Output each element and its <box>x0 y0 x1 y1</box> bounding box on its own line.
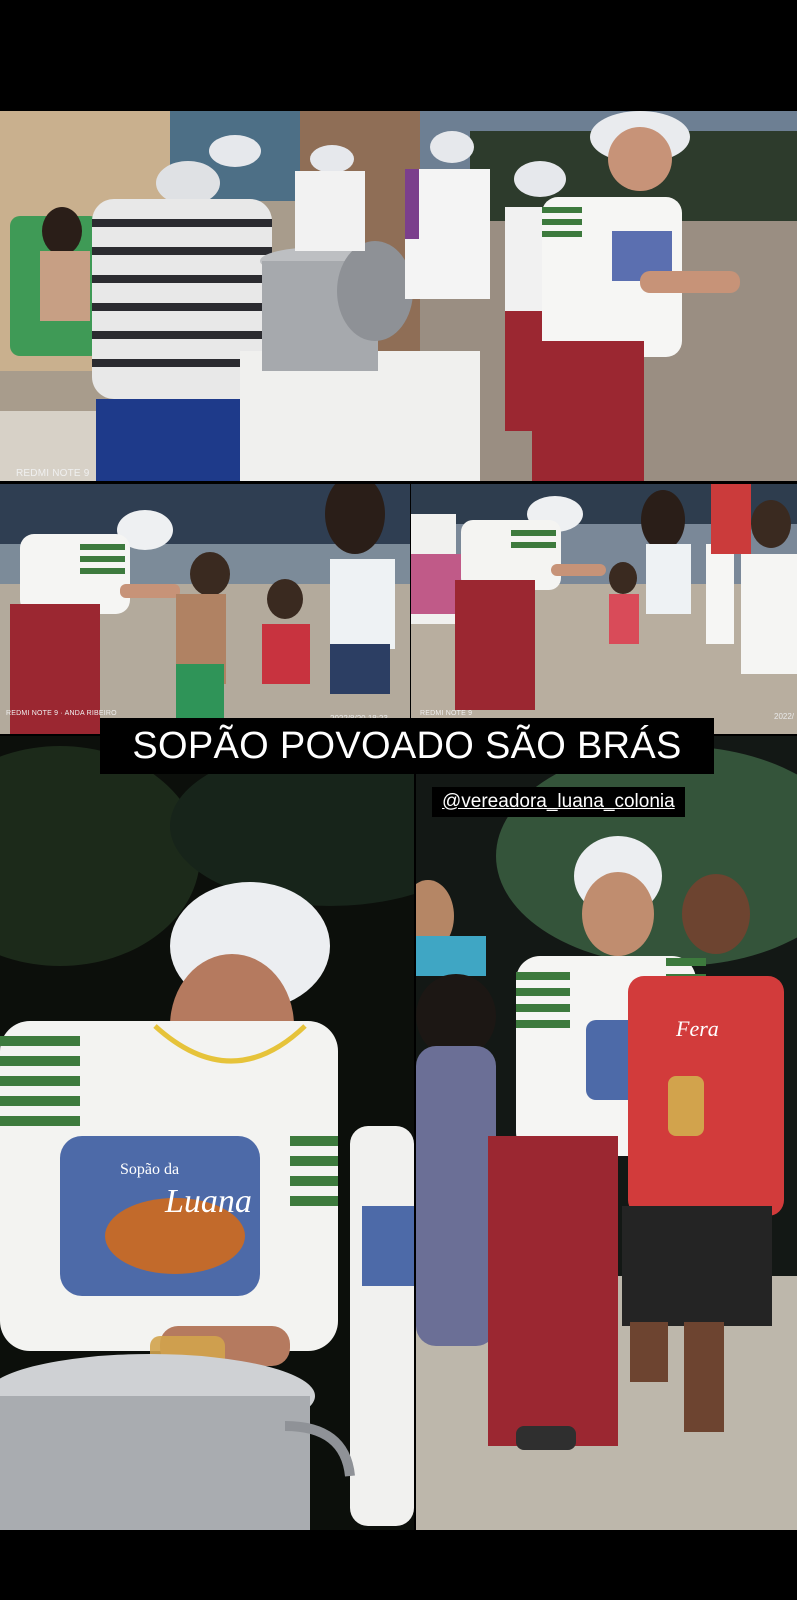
photo-serving-table <box>0 111 797 481</box>
story-caption: SOPÃO POVOADO SÃO BRÁS <box>100 718 714 774</box>
shirt-title-big: Luana <box>165 1183 252 1220</box>
photo-pouring-soup <box>0 736 414 1530</box>
shirt-title-small: Sopão da <box>120 1161 180 1178</box>
camera-watermark: REDMI NOTE 9 <box>420 710 473 717</box>
camera-watermark: REDMI NOTE 9 <box>16 468 90 479</box>
photo-posing-with-man <box>416 736 797 1530</box>
mention-sticker[interactable]: @vereadora_luana_colonia <box>432 787 685 817</box>
photo-street-serving <box>411 484 797 734</box>
camera-watermark: REDMI NOTE 9 · ANDA RIBEIRO <box>6 710 117 717</box>
photo-children-line <box>0 484 410 734</box>
photo-timestamp: 2022/ <box>774 712 795 721</box>
shirt-brand: Fera <box>676 1016 719 1041</box>
